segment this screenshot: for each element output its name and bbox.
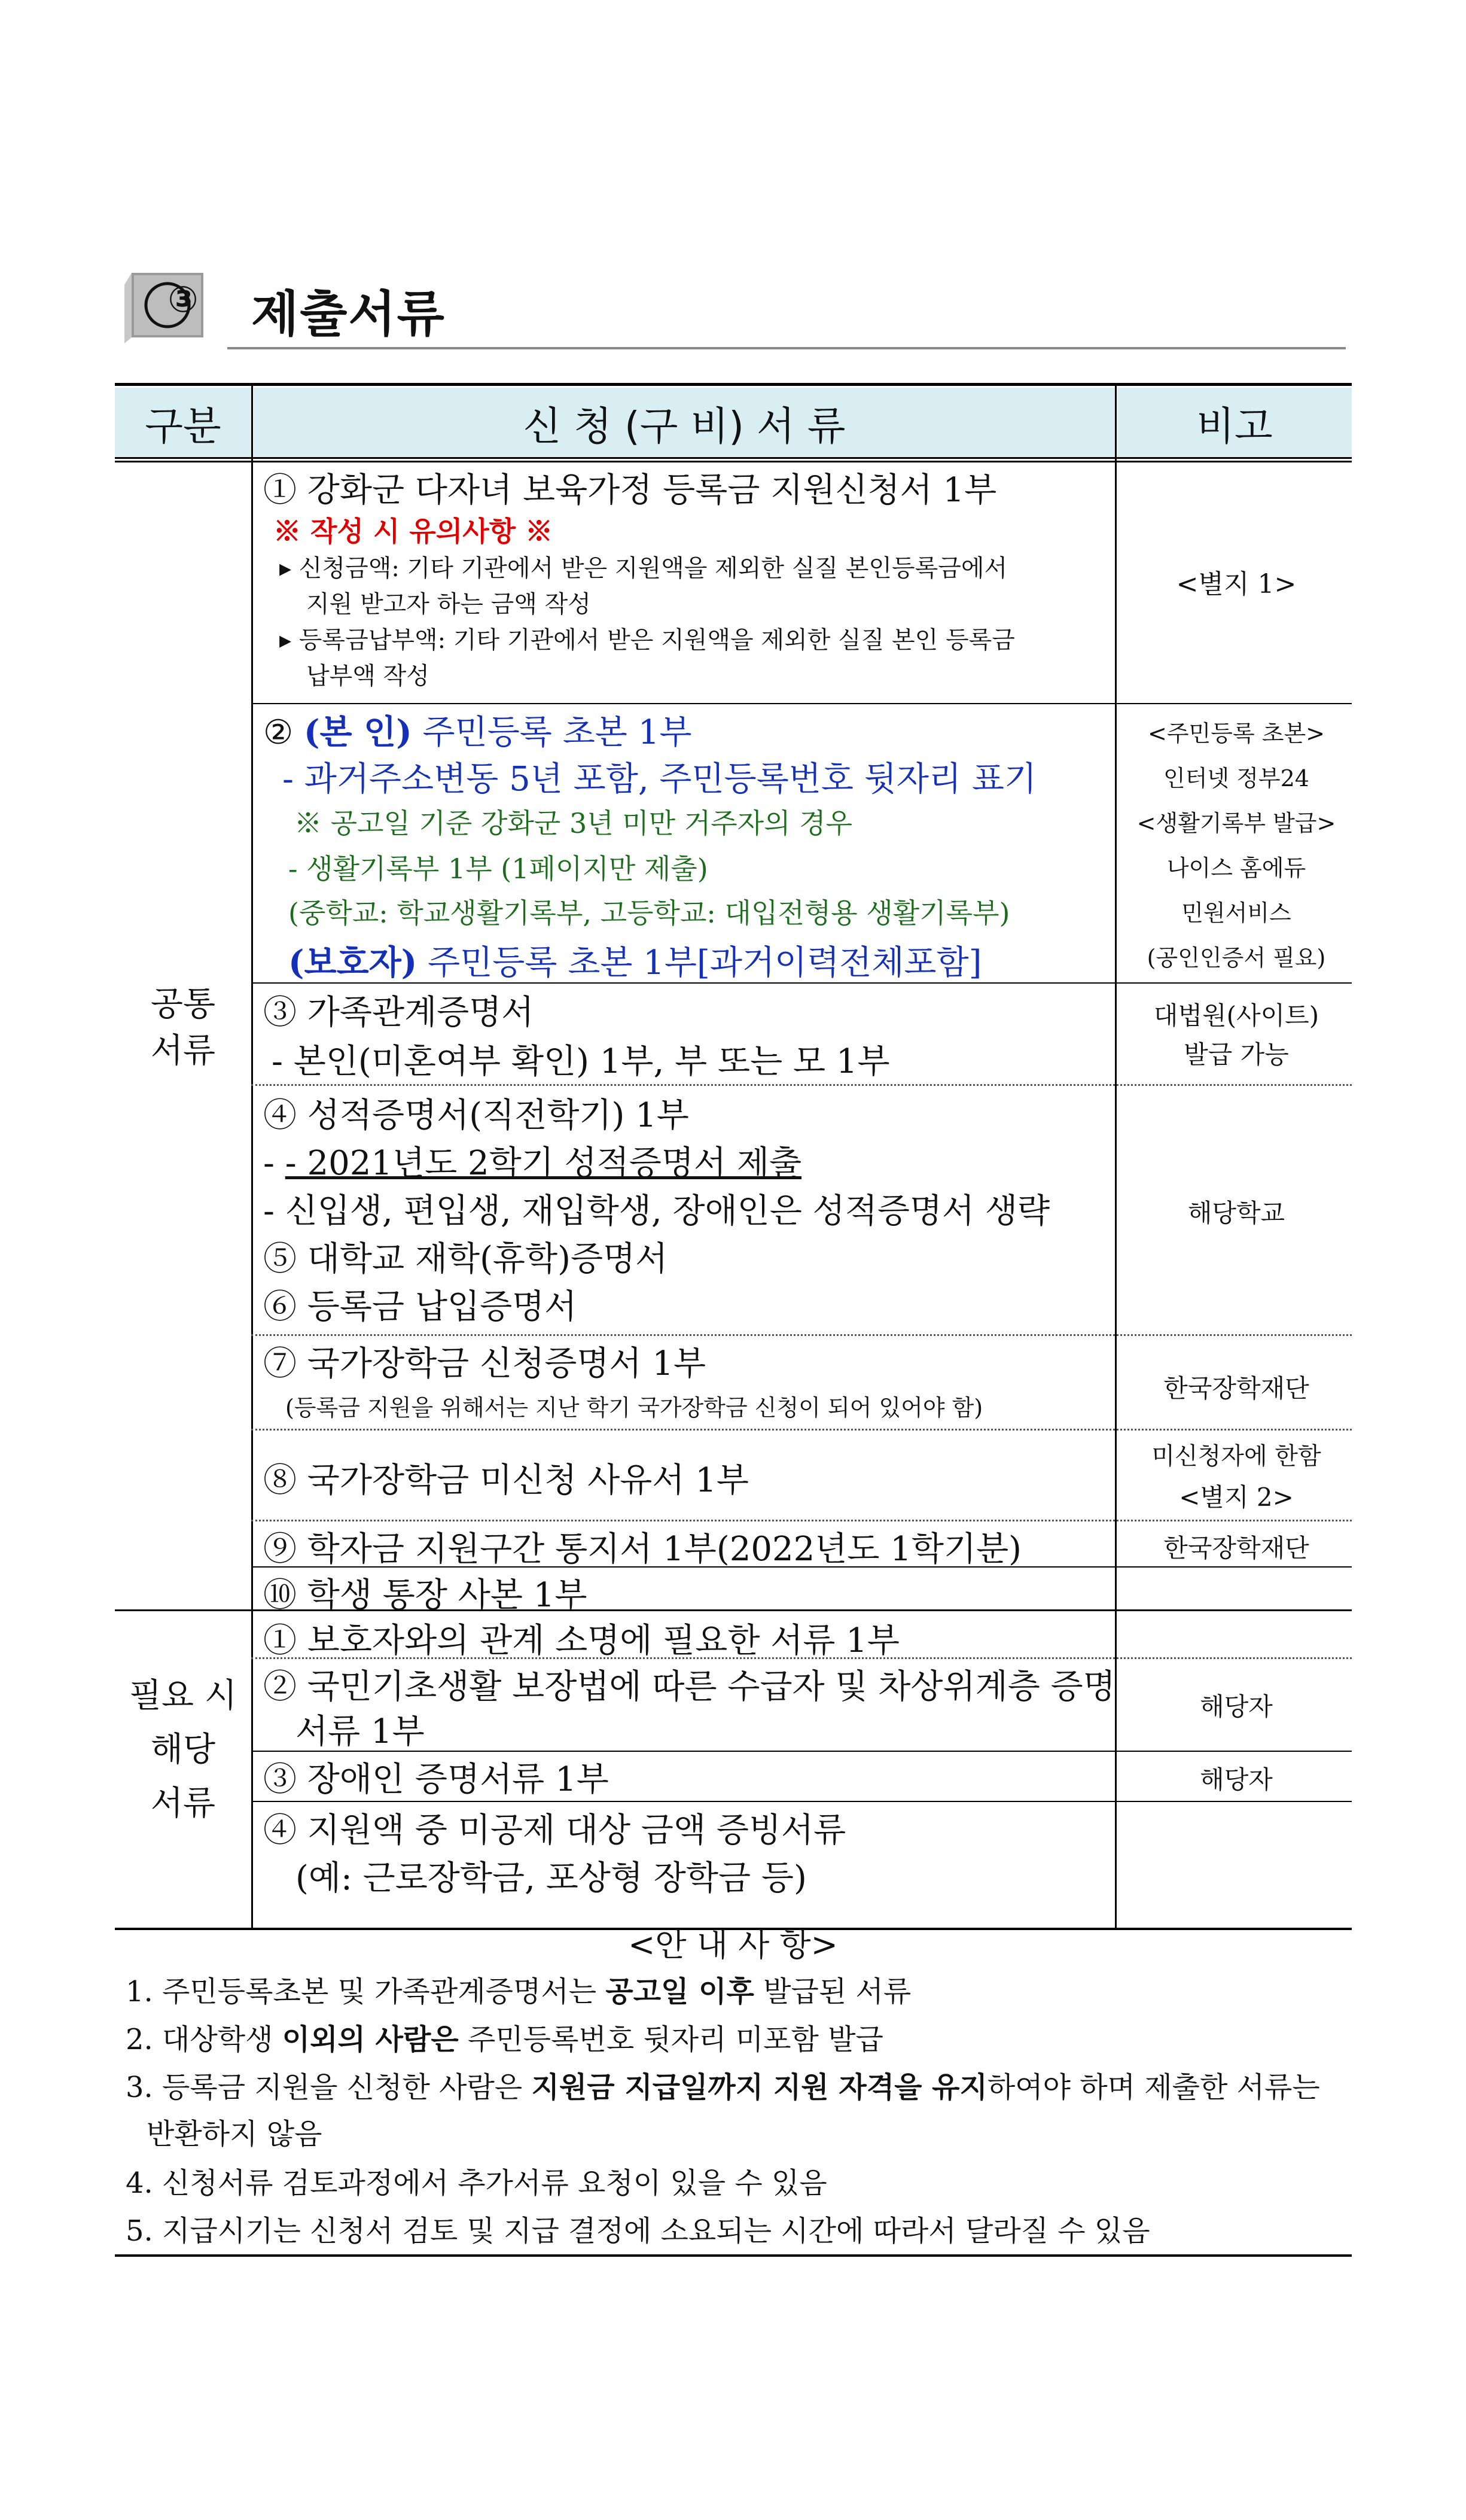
remark-registration-1: <주민등록 초본> [1147,720,1325,747]
heading-number: ③ [167,279,199,321]
header-category: 구분 [115,388,251,457]
row-sep-dotted [251,1334,1352,1336]
doc-note: - - 2021년도 2학기 성적증명서 제출 [263,1144,802,1183]
bullet-line: ▸ 신청금액: 기타 기관에서 받은 지원액을 제외한 실질 본인등록금에서 [279,555,1008,582]
doc-guardian-registration: (보호자) 주민등록 초본 1부[과거이력전체포함] [288,943,982,982]
row-sep [251,703,1352,704]
doc-transcript: ④ 성적증명서(직전학기) 1부 [263,1096,689,1135]
notice-item-3: 3. 등록금 지원을 신청한 사람은 지원금 지급일까지 지원 자격을 유지하여야 하며 제출한 서류는 [126,2071,1320,2104]
row-sep-dotted [251,1084,1352,1086]
row-sep-dotted [251,1520,1352,1521]
notice-bottom-border [115,2254,1352,2257]
row-sep-dotted [251,1429,1352,1431]
header-remarks: 비고 [1117,388,1352,457]
documents-table [115,383,1352,1929]
remark-kosaf: 한국장학재단 [1163,1374,1309,1403]
notice-item-2: 2. 대상학생 이외의 사람은 주민등록번호 뒷자리 미포함 발급 [126,2023,883,2056]
doc-note: - 생활기록부 1부 (1페이지만 제출) [288,853,708,885]
remark-family-1: 대법원(사이트) [1153,1001,1319,1030]
caution-heading: ※ 작성 시 유의사항 ※ [273,515,553,547]
remark-form-1: <별지 1> [1176,569,1297,599]
remark-non-application-1: 미신청자에 한함 [1151,1442,1321,1470]
doc-note: - 본인(미혼여부 확인) 1부, 부 또는 모 1부 [272,1042,890,1081]
doc-note: - 신입생, 편입생, 재입학생, 장애인은 성적증명서 생략 [263,1192,1050,1231]
doc-note: - 과거주소변동 5년 포함, 주민등록번호 뒷자리 표기 [282,760,1037,799]
doc-disability-certificate: ③ 장애인 증명서류 1부 [263,1760,609,1799]
heading-title: 제출서류 [251,286,446,343]
category-optional: 필요 시 해당 서류 [129,1676,237,1823]
doc-resident-registration: ② (본 인) 주민등록 초본 1부 [263,713,692,752]
triangle-bullet-icon: ▸ [279,555,299,582]
notice-item-4: 4. 신청서류 검토과정에서 추가서류 요청이 있을 수 있음 [126,2166,827,2200]
doc-support-bracket-notice: ⑨ 학자금 지원구간 통지서 1부(2022년도 1학기분) [263,1530,1022,1569]
bullet-line: 납부액 작성 [306,662,429,690]
remark-registration-4: 나이스 홈에듀 [1166,855,1306,881]
doc-guardian-relation: ① 보호자와의 관계 소명에 필요한 서류 1부 [263,1621,900,1660]
doc-tuition-receipt: ⑥ 등록금 납입증명서 [263,1288,577,1326]
remark-applicable: 해당자 [1200,1692,1273,1721]
doc-family-certificate: ③ 가족관계증명서 [263,993,534,1032]
notice-item-3-cont: 반환하지 않음 [147,2117,322,2151]
remark-family-2: 발급 가능 [1184,1040,1289,1069]
remark-registration-2: 인터넷 정부24 [1163,765,1309,792]
notice-item-5: 5. 지급시기는 신청서 검토 및 지급 결정에 소요되는 시간에 따라서 달라질 수 있음 [126,2214,1150,2248]
doc-deduction-evidence: ④ 지원액 중 미공제 대상 금액 증빙서류 [263,1811,846,1850]
category-common: 공통 서류 [150,985,216,1070]
section-heading [114,263,1346,353]
header-bottom-border [115,457,1352,459]
doc-national-scholarship: ⑦ 국가장학금 신청증명서 1부 [263,1344,706,1383]
heading-rule [227,347,1346,349]
remark-registration-6: (공인인증서 필요) [1147,945,1326,971]
remark-non-application-2: <별지 2> [1179,1483,1294,1512]
doc-basic-livelihood: ② 국민기초생활 보장법에 따른 수급자 및 차상위계층 증명 [263,1667,1115,1706]
header-bottom-border-2 [115,461,1352,462]
header-documents: 신 청 (구 비) 서 류 [254,388,1115,457]
remark-school: 해당학교 [1187,1198,1285,1228]
doc-application-form: ① 강화군 다자녀 보육가정 등록금 지원신청서 1부 [263,471,997,510]
remark-registration-5: 민원서비스 [1181,900,1291,926]
triangle-bullet-icon: ▸ [279,626,299,654]
doc-note: (예: 근로장학금, 포상형 장학금 등) [295,1859,807,1898]
doc-note: ※ 공고일 기준 강화군 3년 미만 거주자의 경우 [294,807,853,839]
bullet-line: 지원 받고자 하는 금액 작성 [306,591,591,618]
table-top-border [115,383,1352,386]
doc-note: (중학교: 학교생활기록부, 고등학교: 대입전형용 생활기록부) [288,897,1010,929]
bullet-line: ▸ 등록금납부액: 기타 기관에서 받은 지원액을 제외한 실질 본인 등록금 [279,626,1015,654]
doc-non-application-reason: ⑧ 국가장학금 미신청 사유서 1부 [263,1461,749,1500]
doc-enrollment-certificate: ⑤ 대학교 재학(휴학)증명서 [263,1240,668,1279]
remark-applicable-2: 해당자 [1200,1765,1273,1794]
doc-basic-livelihood-cont: 서류 1부 [295,1712,425,1751]
notice-item-1: 1. 주민등록초본 및 가족관계증명서는 공고일 이후 발급된 서류 [126,1975,912,2008]
doc-bankbook-copy: ⑩ 학생 통장 사본 1부 [263,1576,587,1615]
doc-note: (등록금 지원을 위해서는 지난 학기 국가장학금 신청이 되어 있어야 함) [285,1395,983,1421]
remark-registration-3: <생활기록부 발급> [1136,810,1336,836]
remark-kosaf-2: 한국장학재단 [1163,1533,1309,1563]
notice-title: <안 내 사 항> [628,1926,838,1964]
row-sep [251,1801,1352,1802]
column-divider-1 [251,383,253,1929]
